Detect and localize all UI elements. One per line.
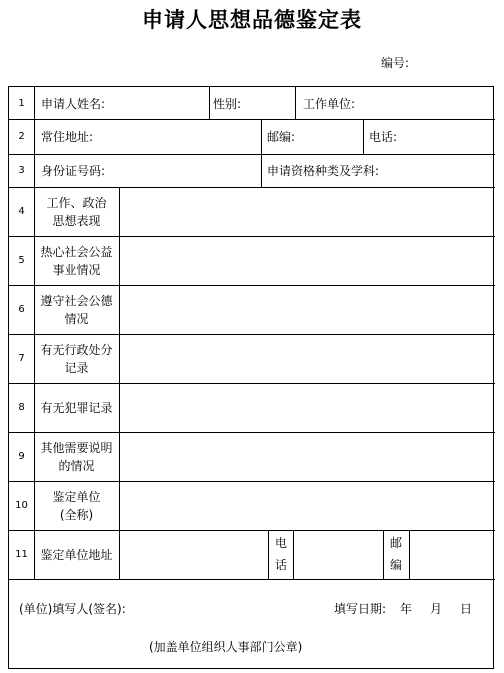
label-line: 情况 xyxy=(64,311,89,326)
work-political-input[interactable] xyxy=(120,187,495,236)
row3-divider xyxy=(261,154,262,187)
row-number: 5 xyxy=(18,255,25,266)
phone-field[interactable]: 电话: xyxy=(369,130,398,144)
applicant-name-field[interactable]: 申请人姓名: xyxy=(41,96,106,111)
label-line: 其他需要说明 xyxy=(40,440,113,455)
appraising-unit-label xyxy=(34,481,119,530)
other-notes-input[interactable] xyxy=(120,432,495,481)
row-number: 2 xyxy=(18,131,25,142)
filler-signature-label: (单位)填写人(签名): xyxy=(19,602,126,616)
employer-field[interactable]: 工作单位: xyxy=(303,96,356,111)
public-welfare-input[interactable] xyxy=(120,236,495,285)
administrative-penalty-label xyxy=(34,334,119,383)
appraising-unit-address-input[interactable] xyxy=(120,530,268,579)
id-number-field[interactable]: 身份证号码: xyxy=(41,164,106,178)
label-line: 鉴定单位 xyxy=(52,489,101,504)
postcode-field[interactable]: 邮编: xyxy=(267,130,296,144)
row-divider xyxy=(9,579,495,580)
administrative-penalty-input[interactable] xyxy=(120,334,495,383)
unit-postcode-input[interactable] xyxy=(410,530,495,579)
row-number: 8 xyxy=(18,402,25,413)
phone-vertical-label: 电话 xyxy=(274,536,287,572)
label-line: 事业情况 xyxy=(52,262,101,277)
row-number: 10 xyxy=(15,500,28,511)
label-line: 遵守社会公德 xyxy=(40,293,113,308)
label-line: 的情况 xyxy=(58,458,95,473)
social-morality-label xyxy=(34,285,119,334)
gender-field[interactable]: 性别: xyxy=(213,96,242,111)
label-line: 记录 xyxy=(64,360,89,375)
appraising-unit-address-label: 鉴定单位地址 xyxy=(40,547,113,562)
qualification-type-field[interactable]: 申请资格种类及学科: xyxy=(267,164,380,178)
serial-number-label: 编号: xyxy=(381,56,410,70)
row-number: 1 xyxy=(18,97,25,109)
postcode-vertical-label: 邮编 xyxy=(389,536,402,572)
row-number: 4 xyxy=(18,206,25,217)
row-number: 6 xyxy=(18,304,25,315)
row-number: 11 xyxy=(15,549,28,560)
label-line: 热心社会公益 xyxy=(40,244,113,259)
row11-divider xyxy=(268,530,269,579)
unit-phone-input[interactable] xyxy=(294,530,383,579)
day-label: 日 xyxy=(460,602,473,616)
label-line: 工作、政治 xyxy=(46,195,107,210)
fill-date-label: 填写日期: xyxy=(334,602,387,616)
row-number: 9 xyxy=(18,451,25,462)
label-line: 思想表现 xyxy=(52,213,101,228)
row2-divider xyxy=(363,119,364,154)
row1-divider xyxy=(209,87,210,119)
appraisal-form-table xyxy=(8,86,494,669)
label-line: (全称) xyxy=(59,507,94,522)
row2-divider xyxy=(261,119,262,154)
public-welfare-label xyxy=(34,236,119,285)
row11-divider xyxy=(383,530,384,579)
year-label: 年 xyxy=(400,602,413,616)
row-number: 3 xyxy=(18,165,25,176)
appraising-unit-input[interactable] xyxy=(120,481,495,530)
month-label: 月 xyxy=(430,602,443,616)
official-seal-note: (加盖单位组织人事部门公章) xyxy=(149,640,303,654)
label-line: 有无行政处分 xyxy=(40,342,113,357)
residential-address-field[interactable]: 常住地址: xyxy=(41,130,94,144)
criminal-record-input[interactable] xyxy=(120,383,495,432)
form-title: 申请人思想品德鉴定表 xyxy=(142,7,362,32)
criminal-record-label: 有无犯罪记录 xyxy=(40,400,113,415)
social-morality-input[interactable] xyxy=(120,285,495,334)
row-number: 7 xyxy=(18,353,25,364)
row1-divider xyxy=(295,87,296,119)
work-political-label xyxy=(34,187,119,236)
other-notes-label xyxy=(34,432,119,481)
